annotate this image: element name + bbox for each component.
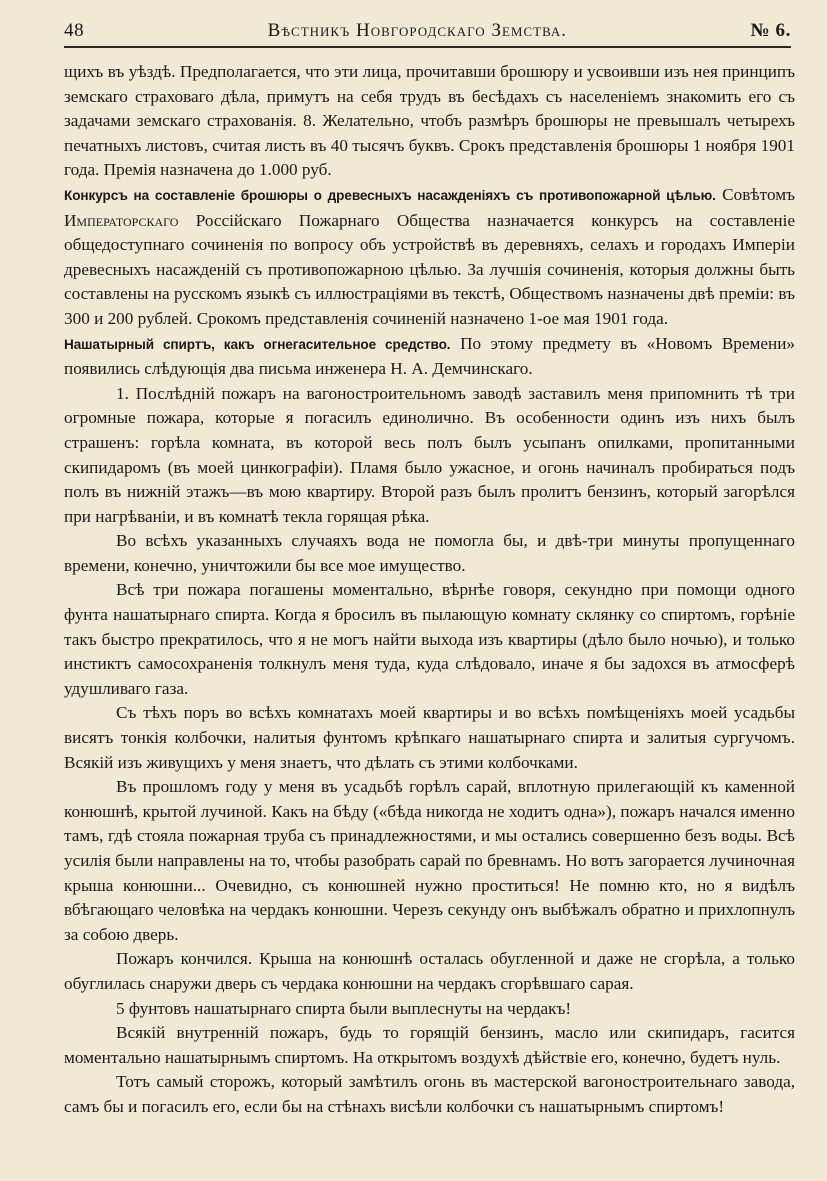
section-heading: Нашатырный спиртъ, какъ огнегасительное средство. bbox=[64, 336, 451, 352]
paragraph-text: Всѣ три пожара погашены моментально, вѣрнѣе говоря, секундно при помощи одного фунта нашатырнаго спирта. Когда я бросилъ въ пылающую комнату склянку со спиртомъ, горѣніе такъ быстро прекратилось, что я не могъ найти выхода изъ квартиры (дѣло было ночью), и только инстиктъ самосохраненія толкнулъ меня туда, куда слѣдовало, иначе я бы задохся въ атмосферѣ удушливаго газа. bbox=[64, 580, 795, 698]
paragraph bbox=[64, 1021, 795, 1070]
paragraph-text: Въ прошломъ году у меня въ усадьбѣ горѣлъ сарай, вплотную прилегающій къ каменной конюшнѣ, крытой лучиной. Какъ на бѣду («бѣда никогда не ходитъ одна»), пожаръ начался именно тамъ, гдѣ стояла пожарная труба съ принадлежностями, и мы остались совершенно безъ воды. Всѣ усилія были направлены на то, чтобы разобрать сарай по бревнамъ. Но вотъ загорается лучиночная крыша конюшни... Очевидно, съ конюшней нужно проститься! Не помню кто, но я видѣлъ вбѣгающаго человѣка на чердакъ конюшни. Черезъ секунду онъ выбѣжалъ обратно и прихлопнулъ за собою дверь. bbox=[64, 777, 795, 944]
paragraph-text: Тотъ самый сторожъ, который замѣтилъ огонь въ мастерской вагоностроительнаго завода, самъ бы и погасилъ его, если бы на стѣнахъ висѣли колбочки съ нашатырнымъ спиртомъ! bbox=[64, 1072, 795, 1116]
paragraph bbox=[64, 60, 795, 183]
paragraph-text: Во всѣхъ указанныхъ случаяхъ вода не помогла бы, и двѣ-три минуты пропущеннаго времени, конечно, уничтожили бы все мое имущество. bbox=[64, 531, 795, 575]
journal-title: Вѣстникъ Новгородскаго Земства. bbox=[267, 20, 568, 41]
paragraph-text: Совѣтомъ bbox=[715, 184, 795, 204]
paragraph bbox=[64, 578, 795, 701]
paragraph bbox=[64, 1070, 795, 1119]
paragraph-text: 5 фунтовъ нашатырнаго спирта были выплеснуты на чердакъ! bbox=[116, 998, 572, 1018]
paragraph bbox=[64, 382, 795, 530]
paragraph-ammonia-notice bbox=[64, 332, 795, 382]
paragraph bbox=[64, 947, 795, 996]
paragraph-text: щихъ въ уѣздѣ. Предполагается, что эти лица, прочитавши брошюру и усвоивши изъ нея принципъ земскаго страховаго дѣла, примутъ на себя трудъ въ бесѣдахъ съ населеніемъ знакомить его съ задачами земскаго страхованія. 8. Желательно, чтобъ размѣръ брошюры не превышалъ четырехъ печатныхъ листовъ, считая листь въ 40 тысячъ буквъ. Срокъ представленія брошюры 1 ноября 1901 года. Премія назначена до 1.000 руб. bbox=[64, 62, 795, 180]
page-number: 48 bbox=[64, 20, 85, 41]
paragraph bbox=[64, 997, 795, 1022]
paragraph-text: Съ тѣхъ поръ во всѣхъ комнатахъ моей квартиры и во всѣхъ помѣщеніяхъ моей усадьбы висятъ тонкія колбочки, налитыя фунтомъ крѣпкаго нашатырнаго спирта и залитыя сургучомъ. Всякій изъ живущихъ у меня знаетъ, что дѣлать съ этими колбочками. bbox=[64, 703, 795, 772]
paragraph bbox=[64, 529, 795, 578]
section-heading: Конкурсъ на составленіе брошюры о древесныхъ насажденіяхъ съ противопожарной цѣлью. bbox=[64, 187, 716, 203]
paragraph-text: По этому предмету въ «Новомъ Времени» появились слѣдующія два письма инженера Н. А. Демчинскаго. bbox=[64, 333, 796, 379]
running-header bbox=[64, 20, 791, 48]
issue-number: № 6. bbox=[750, 20, 791, 41]
article-body bbox=[64, 60, 795, 1120]
paragraph bbox=[64, 701, 795, 775]
paragraph-competition-notice bbox=[64, 183, 795, 332]
paragraph-text-smallcaps: Императорскаго bbox=[64, 210, 179, 230]
paragraph-text: 1. Послѣдній пожаръ на вагоностроительномъ заводѣ заставилъ меня припомнить тѣ три огромные пожара, которые я погасилъ единолично. Въ особенности одинъ изъ нихъ былъ страшенъ: горѣла комната, въ которой весь полъ былъ усыпанъ опилками, пропитанными скипидаромъ (въ моей цинкографіи). Пламя было ужасное, и огонь начиналъ пробираться подъ полъ въ нижній этажъ—въ мою квартиру. Второй разъ былъ пролитъ бензинъ, который загорѣлся при нагрѣваніи, и въ комнатѣ текла горящая рѣка. bbox=[64, 383, 795, 526]
paragraph-text: Россійскаго Пожарнаго Общества назначается конкурсъ на составленіе общедоступнаго сочиненія по вопросу объ устройствѣ въ деревняхъ, селахъ и городахъ Имперіи древесныхъ насажденій съ противопожарною цѣлью. За лучшія сочиненія, которыя должны быть составлены на русскомъ языкѣ съ иллюстраціями въ текстѣ, Обществомъ назначены двѣ преміи: въ 300 и 200 рублей. Срокомъ представленія сочиненій назначено 1-ое мая 1901 года. bbox=[64, 210, 795, 328]
paragraph bbox=[64, 775, 795, 947]
paragraph-text: Пожаръ кончился. Крыша на конюшнѣ осталась обугленной и даже не сгорѣла, а только обуглилась снаружи дверь съ чердака конюшни на чердакъ сгорѣвшаго сарая. bbox=[64, 949, 795, 993]
paragraph-text: Всякій внутренній пожаръ, будь то горящій бензинъ, масло или скипидаръ, гасится моментально нашатырнымъ спиртомъ. На открытомъ воздухѣ дѣйствіе его, конечно, будетъ нуль. bbox=[64, 1023, 795, 1067]
